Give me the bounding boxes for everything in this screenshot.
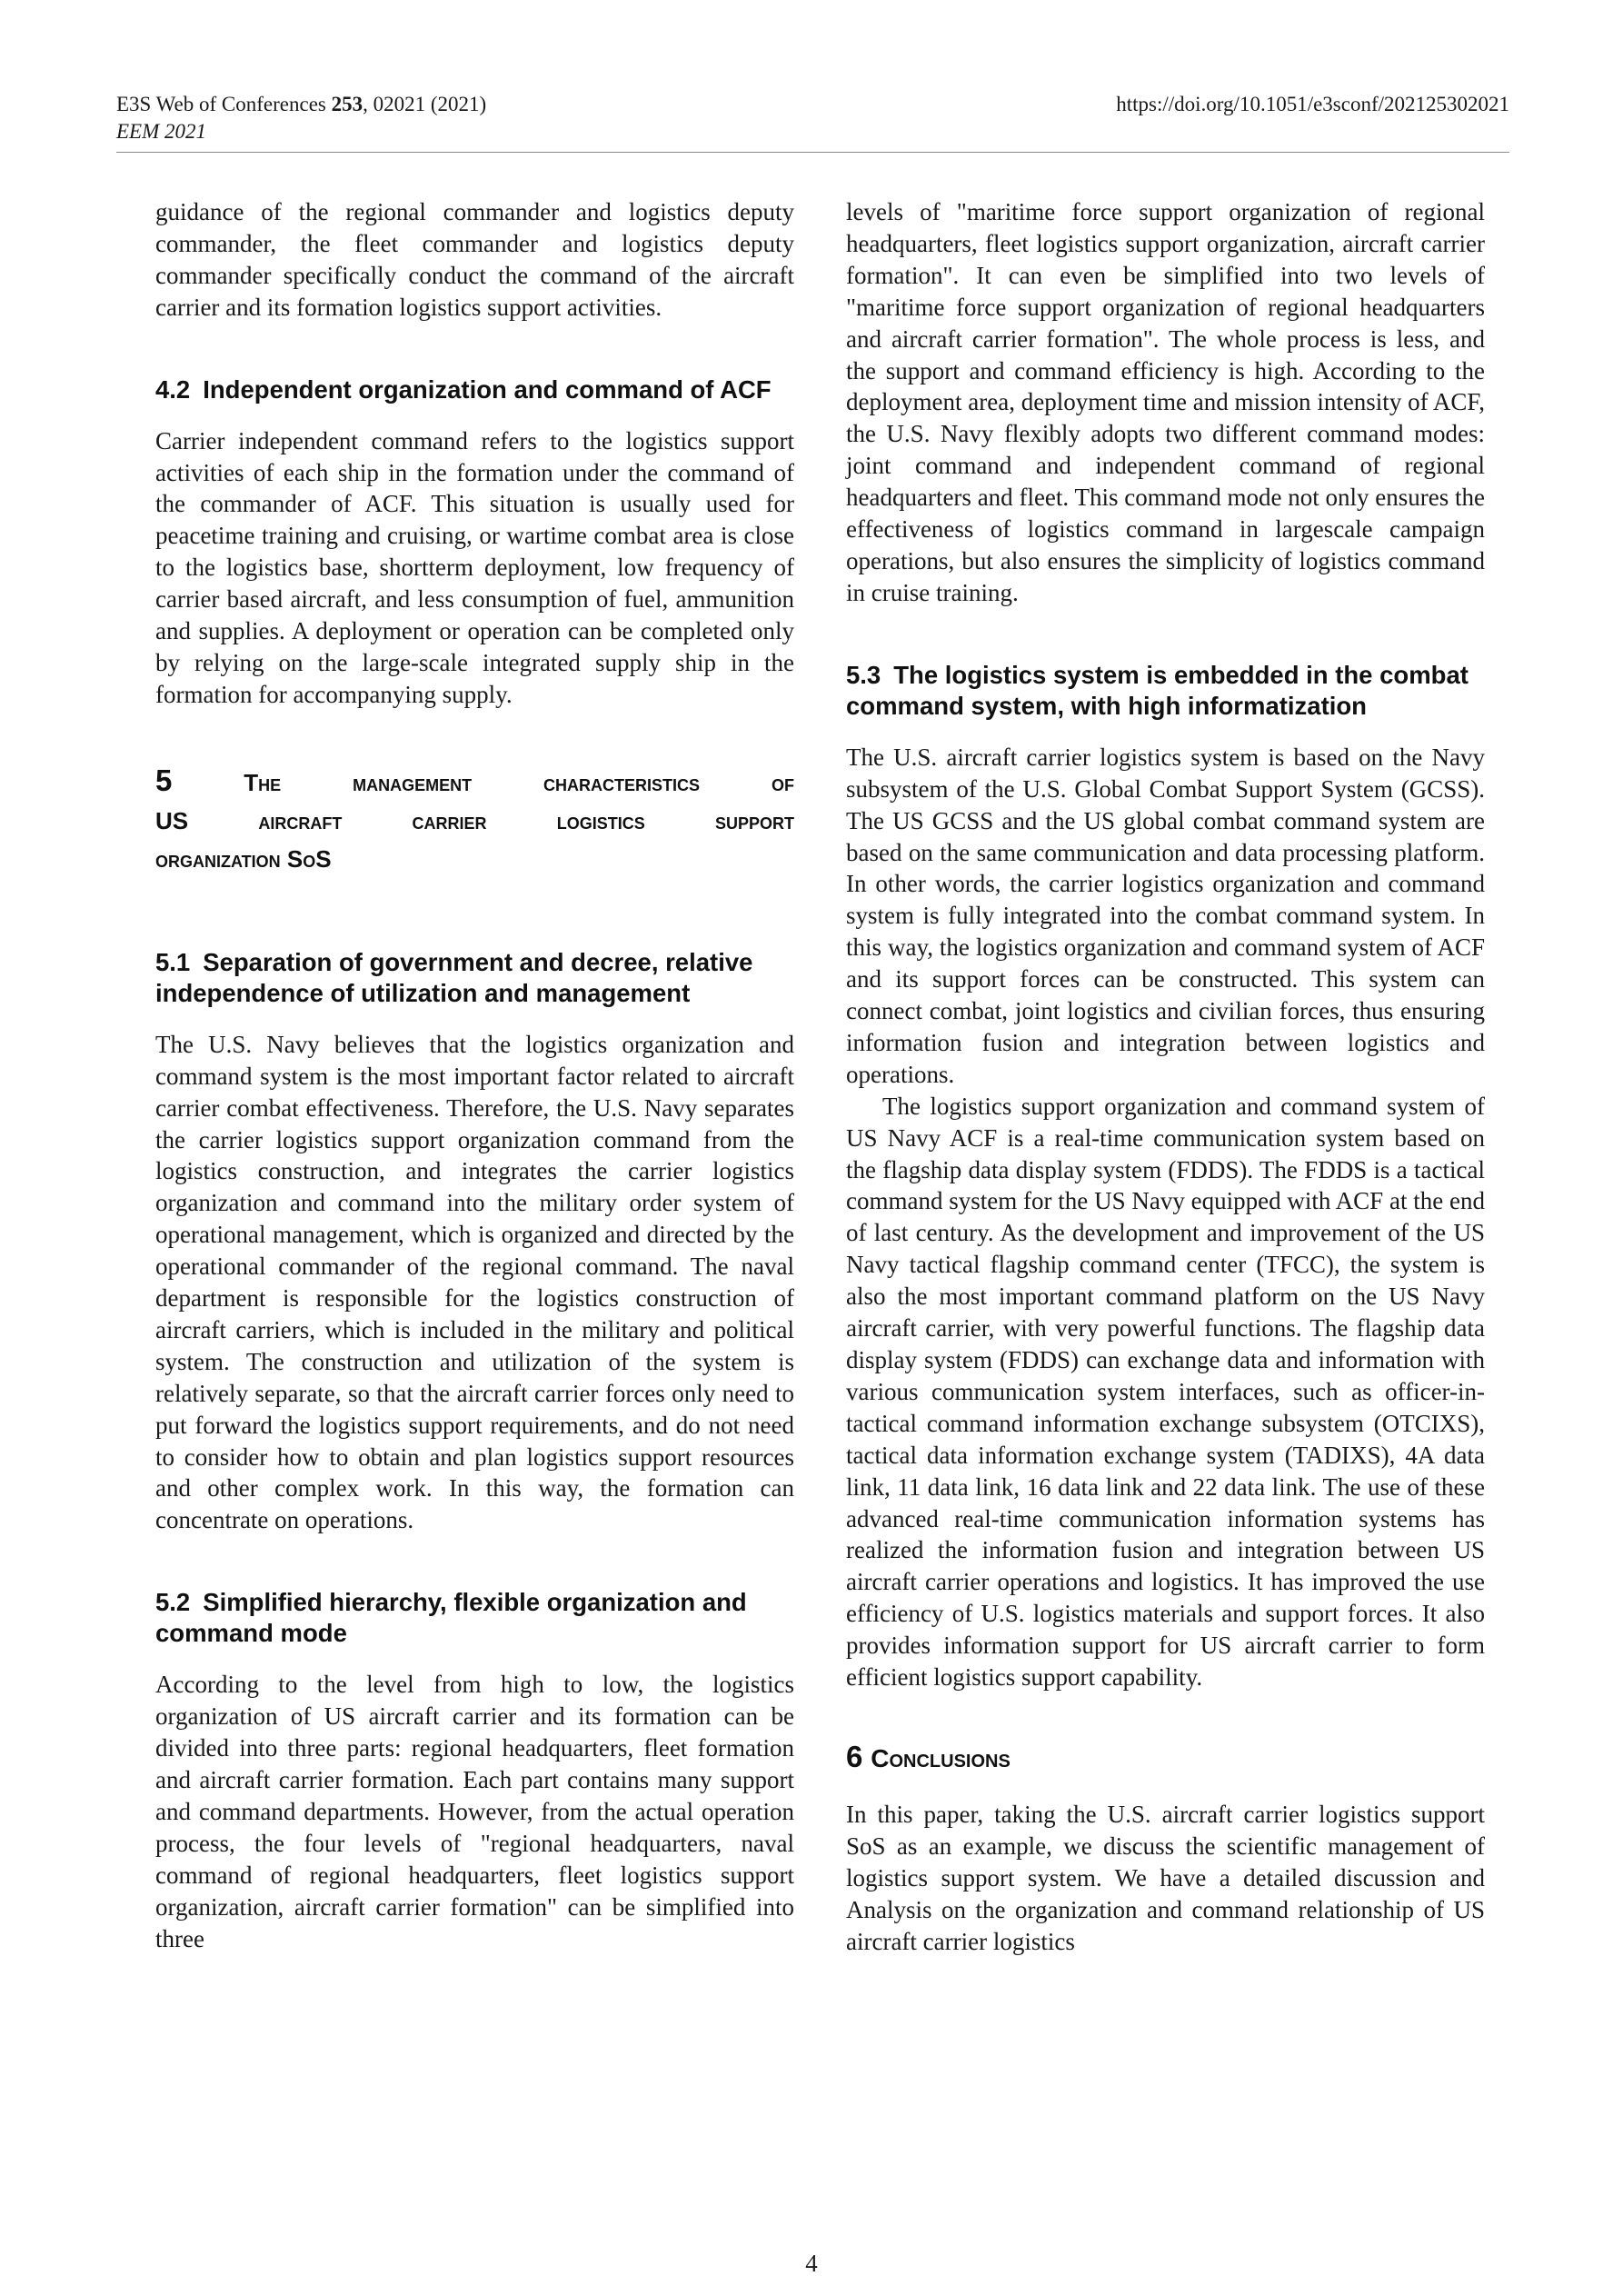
page-number: 4 (805, 2250, 818, 2277)
section-5-2-heading (155, 1587, 794, 1649)
doi-link[interactable]: https://doi.org/10.1051/e3sconf/202125302021 (1116, 93, 1509, 115)
article-info: , 02021 (2021) (363, 93, 487, 115)
left-column (155, 196, 794, 1954)
section-title: Separation of government and decree, relative independence of utilization and management (155, 947, 753, 1007)
section-number: 5 (155, 763, 173, 797)
paragraph-5-3-b: The logistics support organization and command system of US Navy ACF is a real-time communication system based on the flagship data display system (FDDS). The FDDS is a tactical command system for the US Navy equipped with ACF at the end of last century. As the development and improvement of the US Navy tactical flagship command center (TFCC), the system is also the most important command platform on the US Navy aircraft carrier, with very powerful functions. The flagship data display system (FDDS) can exchange data and information with various communication system interfaces, such as officer-in-tactical command information exchange subsystem (OTCIXS), tactical data information exchange system (TADIXS), 4A data link, 11 data link, 16 data link and 22 data link. The use of these advanced real-time communication information systems has realized the information fusion and integration between US aircraft carrier operations and logistics. It has improved the use efficiency of U.S. logistics materials and support forces. It also provides information support for US aircraft carrier to form efficient logistics support capability. (846, 1092, 1485, 1692)
section-5-heading-line-3: organization SoS (155, 844, 332, 873)
volume-number: 253 (331, 93, 363, 115)
header-divider (116, 152, 1509, 153)
section-title: Simplified hierarchy, flexible organization and command mode (155, 1588, 747, 1648)
section-4-2-heading (155, 374, 794, 405)
paragraph-5-1: The U.S. Navy believes that the logistics organization and command system is the most important factor related to aircraft carrier combat effectiveness. Therefore, the U.S. Navy separates the carrier logistics support organization command from the logistics construction, and integrates the carrier logistics organization and command into the military order system of operational management, which is organized and directed by the operational commander of the regional command. The naval department is responsible for the logistics construction of aircraft carriers, which is included in the military and political system. The construction and utilization of the system is relatively separate, so that the aircraft carrier forces only need to put forward the logistics support requirements, and do not need to consider how to obtain and plan logistics support resources and other complex work. In this way, the formation can concentrate on operations. (155, 1030, 794, 1534)
section-5-heading-line-1 (155, 762, 794, 802)
right-column (846, 196, 1485, 1958)
section-number: 5.3 (846, 660, 881, 689)
paragraph-5-3-a: The U.S. aircraft carrier logistics system is based on the Navy subsystem of the U.S. Global Combat Support System (GCSS). The US GCSS and the US global combat command system are based on the same communication and data processing platform. In other words, the carrier logistics organization and command system is fully integrated into the combat command system. In this way, the logistics organization and command system of ACF and its support forces can be constructed. This system can connect combat, joint logistics and civilian forces, thus ensuring information fusion and integration between logistics and operations. (846, 743, 1485, 1088)
section-title: The logistics system is embedded in the combat command system, with high informatization (846, 660, 1469, 720)
paragraph-6: In this paper, taking the U.S. aircraft carrier logistics support SoS as an example, we discuss the scientific management of logistics support system. We have a detailed discussion and Analysis on the organization and command relationship of US aircraft carrier logistics (846, 1800, 1485, 1955)
section-5-heading-line-2: US aircraft carrier logistics support (155, 806, 794, 834)
section-5-3-heading (846, 660, 1485, 722)
section-6-heading (846, 1739, 1485, 1777)
section-title: Conclusions (871, 1743, 1011, 1772)
section-5-heading (155, 762, 794, 878)
paragraph-5-2: According to the level from high to low, the logistics organization of US aircraft carrier and its formation can be divided into three parts: regional headquarters, fleet formation and aircraft carrier formation. Each part contains many support and command departments. However, from the actual operation process, the four levels of "regional headquarters, naval command of regional headquarters, fleet logistics support organization, aircraft carrier formation" can be simplified into three (155, 1671, 794, 1952)
paragraph-5-2-continuation: levels of "maritime force support organization of regional headquarters, fleet logistics support organization, aircraft carrier formation". It can even be simplified into two levels of "maritime force support organization of regional headquarters and aircraft carrier formation". The whole process is less, and the support and command efficiency is high. According to the deployment area, deployment time and mission intensity of ACF, the U.S. Navy flexibly adopts two different command modes: joint command and independent command of regional headquarters and fleet. This command mode not only ensures the effectiveness of logistics command in largescale campaign operations, but also ensures the simplicity of logistics command in cruise training. (846, 198, 1485, 606)
section-number: 4.2 (155, 374, 191, 404)
paragraph-4-1-continuation: guidance of the regional commander and logistics deputy commander, the fleet commander and logistics deputy commander specifically conduct the command of the aircraft carrier and its formation logistics support activities. (155, 198, 794, 321)
section-title: Independent organization and command of ACF (203, 374, 772, 404)
conference-subtitle: EEM 2021 (116, 120, 207, 143)
section-number: 5.1 (155, 947, 191, 976)
section-title-part: The management characteristics of (244, 768, 794, 796)
running-header-left (116, 91, 486, 145)
paragraph-4-2: Carrier independent command refers to the logistics support activities of each ship in the formation under the command of the commander of ACF. This situation is usually used for peacetime training and cruising, or wartime combat area is close to the logistics base, shortterm deployment, low frequency of carrier based aircraft, and less consumption of fuel, ammunition and supplies. A deployment or operation can be completed only by relying on the large-scale integrated supply ship in the formation for accompanying supply. (155, 426, 794, 708)
conference-name: E3S Web of Conferences (116, 93, 332, 115)
section-5-1-heading (155, 947, 794, 1009)
section-number: 5.2 (155, 1588, 191, 1617)
section-number: 6 (846, 1739, 863, 1773)
